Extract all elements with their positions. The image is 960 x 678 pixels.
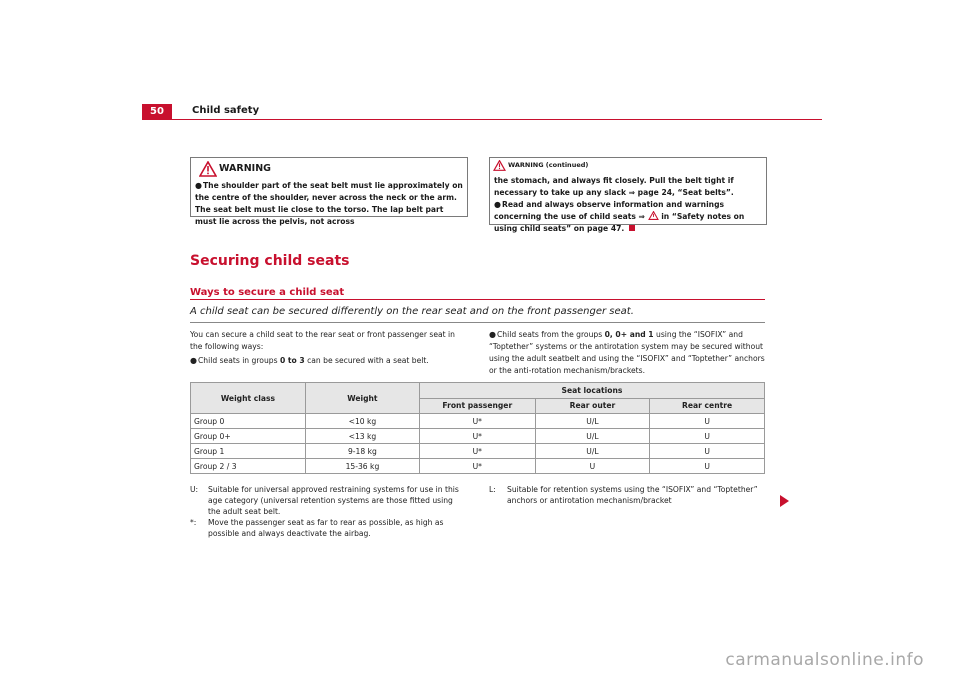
cell-weight: 9-18 kg [305,444,419,459]
warning-text-continued [490,173,766,235]
bullet-icon: ● [190,356,197,365]
header-weight-class: Weight class [191,383,306,414]
watermark: carmanualsonline.info [725,650,924,670]
end-marker-icon [629,225,635,231]
table-row [191,459,765,474]
warning-header-continued [490,158,766,173]
cell-weight-class: Group 0 [191,414,306,429]
warning-box-left [190,157,468,226]
cell-weight: <10 kg [305,414,419,429]
bullet-icon: ● [489,330,496,339]
cell-weight-class: Group 2 / 3 [191,459,306,474]
note-key: L: [489,485,496,494]
cell-weight-class: Group 0+ [191,429,306,444]
intro-paragraph: You can secure a child seat to the rear seat or front passenger seat in the following ways: [190,330,455,351]
page-number: 50 [142,104,172,120]
lead-divider [190,322,765,323]
warning-title-continued: WARNING (continued) [508,161,589,169]
cell-rear-outer: U/L [535,429,649,444]
cell-rear-outer: U [535,459,649,474]
bullet-icon: ● [494,200,501,209]
table-notes-right [489,484,769,506]
subsection-divider [190,299,765,300]
cell-rear-outer: U/L [535,414,649,429]
note-text: Suitable for universal approved restraining systems for use in this age category (universal retention systems are those fitted using the adult seat belt. [208,485,459,516]
table-row [191,414,765,429]
note-key: *: [190,518,197,527]
note-item [190,517,470,539]
bullet-text: using the “ISOFIX” and “Toptether” systems or the antirotation system may be secured without using the adult seatbelt and using the “ISOFIX” and “Toptether” anchors or the anti-rotation mechanism/brackets. [489,330,765,375]
cell-rear-centre: U [650,414,765,429]
header-rear-centre: Rear centre [650,398,765,414]
header-front-passenger: Front passenger [419,398,535,414]
bullet-icon: ● [195,181,202,190]
section-title: Securing child seats [190,253,350,269]
bullet-bold-text: 0, 0+ and 1 [604,330,654,339]
bullet-text: can be secured with a seat belt. [304,356,429,365]
warning-triangle-icon [199,161,217,177]
header-weight: Weight [305,383,419,414]
warning-body-text: The shoulder part of the seat belt must lie approximately on the centre of the shoulder, never across the neck or the arm. The seat belt must lie close to the torso. The lap belt part must lie across the pelvis, not across [195,181,463,226]
arrow-reference: ⇒ [638,212,645,221]
bullet-item [489,329,765,377]
table-row [191,444,765,459]
note-item [190,484,470,517]
page-reference-link[interactable]: in “Safety notes on using child seats” on page 47. [494,212,745,233]
cell-front: U* [419,459,535,474]
cell-weight: <13 kg [305,429,419,444]
cell-rear-outer: U/L [535,444,649,459]
table-row [191,429,765,444]
cell-weight: 15-36 kg [305,459,419,474]
warning-text-part: the stomach, and always fit closely. Pull the belt tight if necessary to take up any slack [494,176,734,197]
cell-rear-centre: U [650,429,765,444]
warning-title: WARNING [219,163,271,174]
note-text: Suitable for retention systems using the “ISOFIX” and “Toptether” anchors or antirotation mechanism/bracket [507,485,758,505]
cell-rear-centre: U [650,459,765,474]
header-rear-outer: Rear outer [535,398,649,414]
cell-front: U* [419,414,535,429]
header-divider [142,119,822,120]
next-page-arrow-icon[interactable] [780,495,789,507]
bullet-text: Child seats in groups [198,356,280,365]
seat-locations-table [190,382,765,474]
page-reference-link[interactable]: ⇒ page 24, “Seat belts”. [628,188,734,197]
cell-rear-centre: U [650,444,765,459]
bullet-item [190,355,466,367]
note-item [489,484,769,506]
note-key: U: [190,485,199,494]
cell-weight-class: Group 1 [191,444,306,459]
header-seat-locations: Seat locations [419,383,764,399]
bullet-text: Child seats from the groups [497,330,605,339]
warning-text [191,180,467,228]
warning-text-part: Read and always observe information and warnings concerning the use of child seats [494,200,725,221]
lead-text: A child seat can be secured differently on the rear seat and on the front passenger seat. [190,306,634,317]
bullet-bold-text: 0 to 3 [279,356,305,365]
cell-front: U* [419,429,535,444]
body-left-column [190,329,466,367]
note-text: Move the passenger seat as far to rear as possible, as high as possible and always deactivate the airbag. [208,518,444,538]
warning-header [191,158,467,180]
warning-box-right [489,157,767,233]
page-header-title: Child safety [192,105,260,116]
warning-triangle-icon [648,211,659,220]
subsection-title: Ways to secure a child seat [190,287,345,298]
body-right-column [489,329,765,377]
cell-front: U* [419,444,535,459]
warning-triangle-icon [493,160,506,171]
table-notes-left [190,484,470,539]
